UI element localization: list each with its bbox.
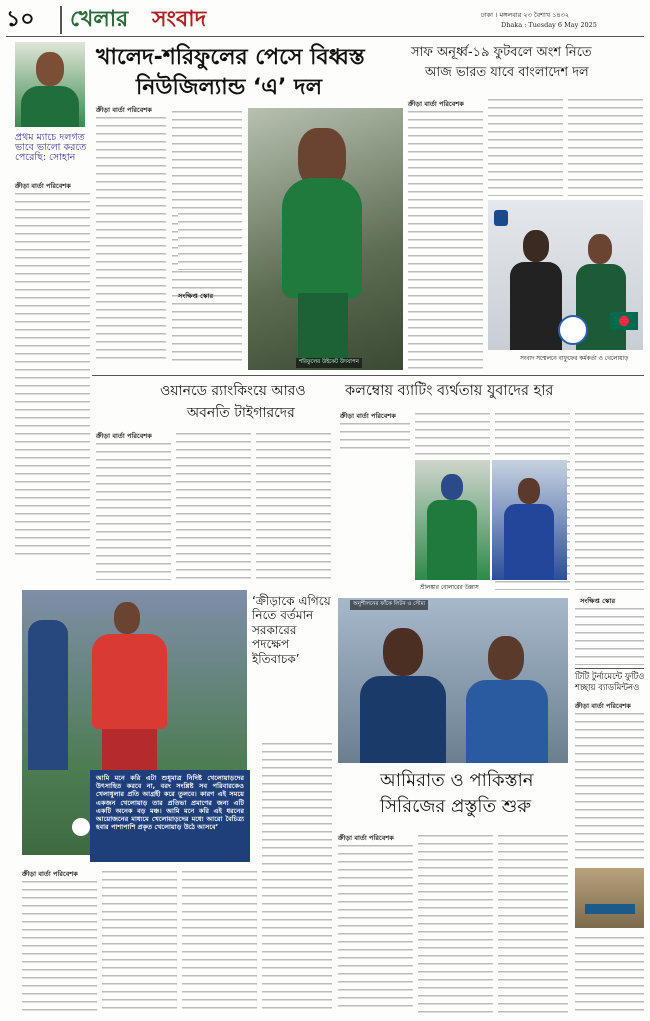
saff-photo [488,200,643,350]
emirates-source: ক্রীড়া বার্তা পরিবেশক [338,834,394,842]
section-rule-1 [92,375,644,376]
saff-headline-a: সাফ অনূর্ধ্ব-১৯ ফুটবলে অংশ নিতে [411,45,592,60]
tt-photo [575,868,644,928]
official-head [523,230,549,262]
pull-quote-box [90,770,250,862]
colombo-text-col1 [340,420,410,455]
emirates-headline-a: আমিরাত ও পাকিস্তান [380,770,534,791]
bangladesh-flag-icon [610,312,638,330]
colombo-source: ক্রীড়া বার্তা পরিবেশক [340,412,396,420]
tt-text-bottom [575,934,644,1013]
batsman-right-head [488,636,524,680]
bowler-body [504,504,554,580]
quote-source: ক্রীড়া বার্তা পরিবেশক [22,870,78,878]
lead-headline-b: নিউজিল্যান্ড ‘এ’ দল [136,75,322,100]
odi-source: ক্রীড়া বার্তা পরিবেশক [96,432,152,440]
opponent-figure [28,620,68,770]
portrait-jersey [21,86,79,127]
colombo-photo-left [415,460,490,580]
odi-headline-a: ওয়ানডে র‌্যাংকিংয়ে আরও [160,383,306,399]
batsman-left-head [383,628,423,676]
side-story-text [15,190,90,560]
lead-headline-a: খালেদ-শরিফুলের পেসে বিধ্বস্ত [96,45,365,70]
quote-text-col1 [22,878,97,1013]
colombo-text-col4 [575,410,644,590]
footballer-jersey [92,634,167,729]
odi-text-col3 [256,430,331,580]
colombo-photo-caption: শ্রীলঙ্কার বোলারের উল্লাস [420,585,479,591]
quote-text-col2 [102,868,177,1013]
tt-text [575,710,644,860]
portrait-head [36,52,64,86]
saff-headline-b: আজ ভারত যাবে বাংলাদেশ দল [425,65,589,80]
player-body [282,178,362,298]
soccer-ball-icon [72,818,90,836]
saff-photo-caption: সংবাদ সম্মেলনে বাফুফের কর্মকর্তা ও খেলোয়াড় [520,356,629,362]
player-head [588,234,612,264]
batter-head [441,474,463,500]
section-name: খেলার [70,7,129,32]
colombo-score-text [575,605,644,665]
saff-text-col3 [568,96,643,196]
lead-text-col1 [96,114,166,364]
tt-source: ক্রীড়া বার্তা পরিবেশক [575,702,631,710]
emirates-headline-b: সিরিজের প্রস্তুতি শুরু [380,796,532,817]
masthead-rule [6,36,644,37]
odi-text-col1 [96,440,171,580]
batsman-left-body [360,676,446,763]
pull-quote-text: আমি মনে করি এটা শুধুমাত্র নিদিষ্ট খেলোয়াড়দের উৎসাহিত করবে না, বরং সংশ্লিষ্ট সব পরিবারকেও খেলাধুলার প্রতি আগ্রহী করে তুলবে। কারণ এই সময়ে একজন খেলোয়াড় তার প্রতিভা প্রমাণের জন্য এটি একটি অনেক বড় মঞ্চ। আমি মনে করি এই ধরনের আয়োজনের মাধ্যমে খেলোয়াড়দের মধ্যে আরো বৈচিত্র্য হবার পাশাপাশি প্রকৃত খেলোয়াড় উঠে আসবে’ [96,774,244,832]
colombo-text-col2 [415,410,490,455]
page-number: ১০ [6,7,35,32]
saff-source: ক্রীড়া বার্তা পরিবেশক [408,100,464,108]
saff-text-col2 [488,96,563,196]
bowler-head [518,478,540,504]
table-tennis-table [585,904,635,914]
emirates-photo [338,598,568,763]
football-icon [558,315,588,345]
side-headline: প্রথম ম্যাচে দলগত ভাবে ভালো করতে পেরেছি: সোহান [15,132,87,163]
official-body [510,262,562,350]
date-en: Dhaka : Tuesday 6 May 2025 [501,21,597,29]
lead-photo [248,108,403,370]
colombo-score-label: সংক্ষিপ্ত স্কোর [580,597,616,605]
colombo-headline: কলম্বোয় ব্যাটিং ব্যর্থতায় যুবাদের হার [345,383,554,399]
emirates-text-col1 [338,842,413,1013]
odi-text-col2 [176,430,251,580]
colombo-photo-right [492,460,567,580]
lead-text-col3 [178,210,242,270]
saff-text-col1 [408,108,483,370]
lead-score-label: সংক্ষিপ্ত স্কোর [178,292,214,300]
emirates-text-col3 [498,832,568,1013]
masthead [6,4,644,38]
date-bn: ঢাকা । মঙ্গলবার ২৩ বৈশাখ ১৪৩২ [481,11,570,19]
quote-text-col4 [262,740,332,1013]
emirates-text-col2 [418,832,493,1013]
tt-headline: টিটি টুর্নামেন্টে ফুটিও শচ্ছায় ব্যাডমিন্টনও [575,672,645,693]
quote-text-col3 [182,868,257,1013]
press-backdrop-logo [494,210,508,226]
footballer-head [114,602,140,634]
player-legs [298,293,348,363]
masthead-divider [60,6,62,34]
lead-source: ক্রীড়া বার্তা পরিবেশক [96,106,152,114]
odi-headline-b: অবনতি টাইগারদের [187,405,295,421]
batter-body [427,500,477,580]
brand-name: সংবাদ [152,7,207,32]
quote-headline: ‘ক্রীড়াকে এগিয়ে নিতে বর্তমান সরকারের পদক্ষেপ ইতিবাচক’ [252,594,331,666]
tt-top-rule [575,668,644,669]
player-portrait [15,42,85,127]
lead-photo-caption: শরিফুলের উইকেট উদযাপন [296,358,362,368]
emirates-photo-caption: অনুশীলনের ফাঁকে লিটন ও সৌম্য [350,600,428,610]
side-source: ক্রীড়া বার্তা পরিবেশক [15,182,71,190]
batsman-right-body [466,680,548,763]
